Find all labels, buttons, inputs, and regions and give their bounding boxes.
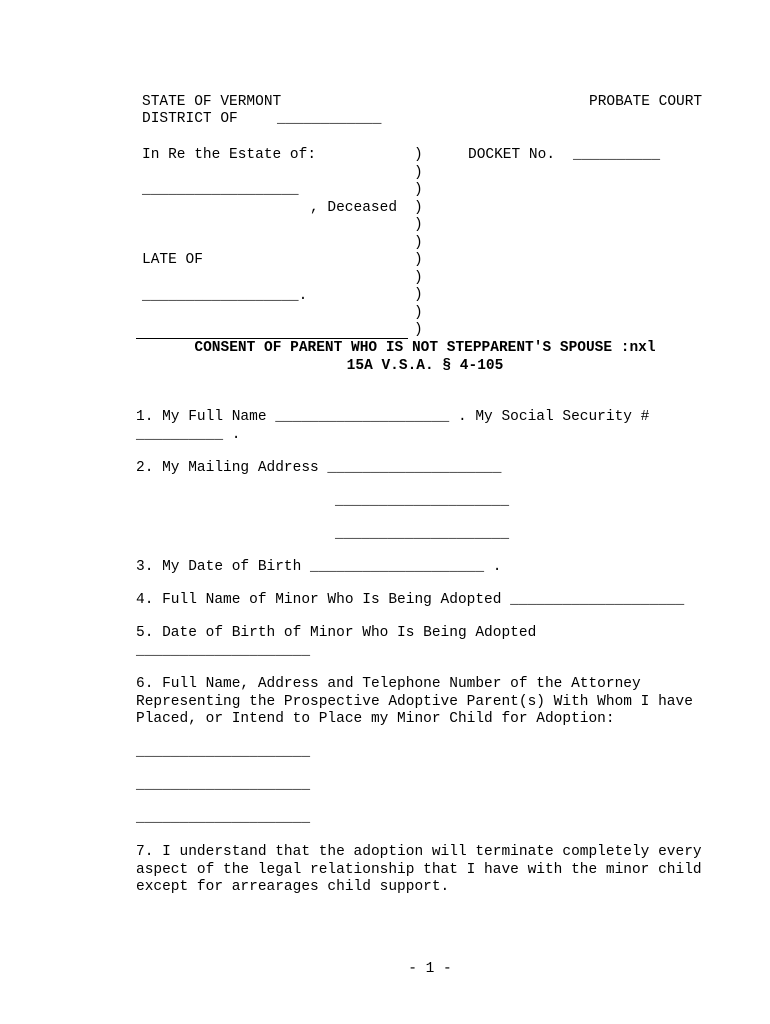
caption-paren: ) xyxy=(414,147,423,163)
item-full-name[interactable]: 1. My Full Name ____________________ . My Social Security # xyxy=(136,409,650,425)
court-heading: PROBATE COURT xyxy=(589,94,703,110)
item-attorney-info: 6. Full Name, Address and Telephone Number of the Attorney Representing the Prospective Adoptive Parent(s) With Whom I have Placed, or Intend to Place my Minor Child for Adoption: xyxy=(136,676,693,727)
caption-paren: ) xyxy=(414,199,423,216)
deceased-label: , Deceased xyxy=(310,200,398,216)
attorney-blank[interactable]: ____________________ xyxy=(136,777,311,793)
caption-paren: ) xyxy=(414,234,423,251)
page-number: - 1 - xyxy=(408,961,452,977)
late-of-blank[interactable]: __________________. xyxy=(142,288,308,304)
state-heading: STATE OF VERMONT xyxy=(142,94,282,110)
docket-blank[interactable]: __________ xyxy=(573,147,661,163)
in-re-label: In Re the Estate of: xyxy=(142,147,317,163)
caption-paren: ) xyxy=(414,304,423,321)
address-blank[interactable]: ____________________ xyxy=(335,526,510,542)
attorney-blank[interactable]: ____________________ xyxy=(136,744,311,760)
caption-paren: ) xyxy=(414,182,423,198)
statute-citation: 15A V.S.A. § 4-105 xyxy=(346,358,504,374)
district-blank[interactable]: ____________ xyxy=(277,111,382,127)
item-termination-acknowledgement: 7. I understand that the adoption will terminate completely every aspect of the legal relationship that I have with the minor child except for arrearages child support. xyxy=(136,844,702,895)
item-minor-dob: 5. Date of Birth of Minor Who Is Being Adopted xyxy=(136,625,537,641)
item-ssn-blank[interactable]: __________ . xyxy=(136,427,241,443)
item-mailing-address[interactable]: 2. My Mailing Address ____________________ xyxy=(136,460,502,476)
caption-paren: ) xyxy=(414,164,423,181)
deceased-name-blank[interactable]: __________________ xyxy=(142,182,299,198)
docket-label: DOCKET No. xyxy=(468,147,556,163)
item-minor-name[interactable]: 4. Full Name of Minor Who Is Being Adopted ____________________ xyxy=(136,592,685,608)
caption-paren: ) xyxy=(414,287,423,303)
caption-paren: ) xyxy=(414,217,423,233)
caption-paren: ) xyxy=(414,322,423,338)
attorney-blank[interactable]: ____________________ xyxy=(136,810,311,826)
district-label: DISTRICT OF xyxy=(142,111,238,127)
caption-paren: ) xyxy=(414,269,423,286)
late-of-label: LATE OF xyxy=(142,252,203,268)
document-title: CONSENT OF PARENT WHO IS NOT STEPPARENT'S SPOUSE :nxl xyxy=(194,340,656,356)
caption-paren: ) xyxy=(414,252,423,268)
item-date-of-birth[interactable]: 3. My Date of Birth ____________________ . xyxy=(136,559,502,575)
caption-rule xyxy=(136,338,408,339)
minor-dob-blank[interactable]: ____________________ xyxy=(136,643,311,659)
address-blank[interactable]: ____________________ xyxy=(335,493,510,509)
